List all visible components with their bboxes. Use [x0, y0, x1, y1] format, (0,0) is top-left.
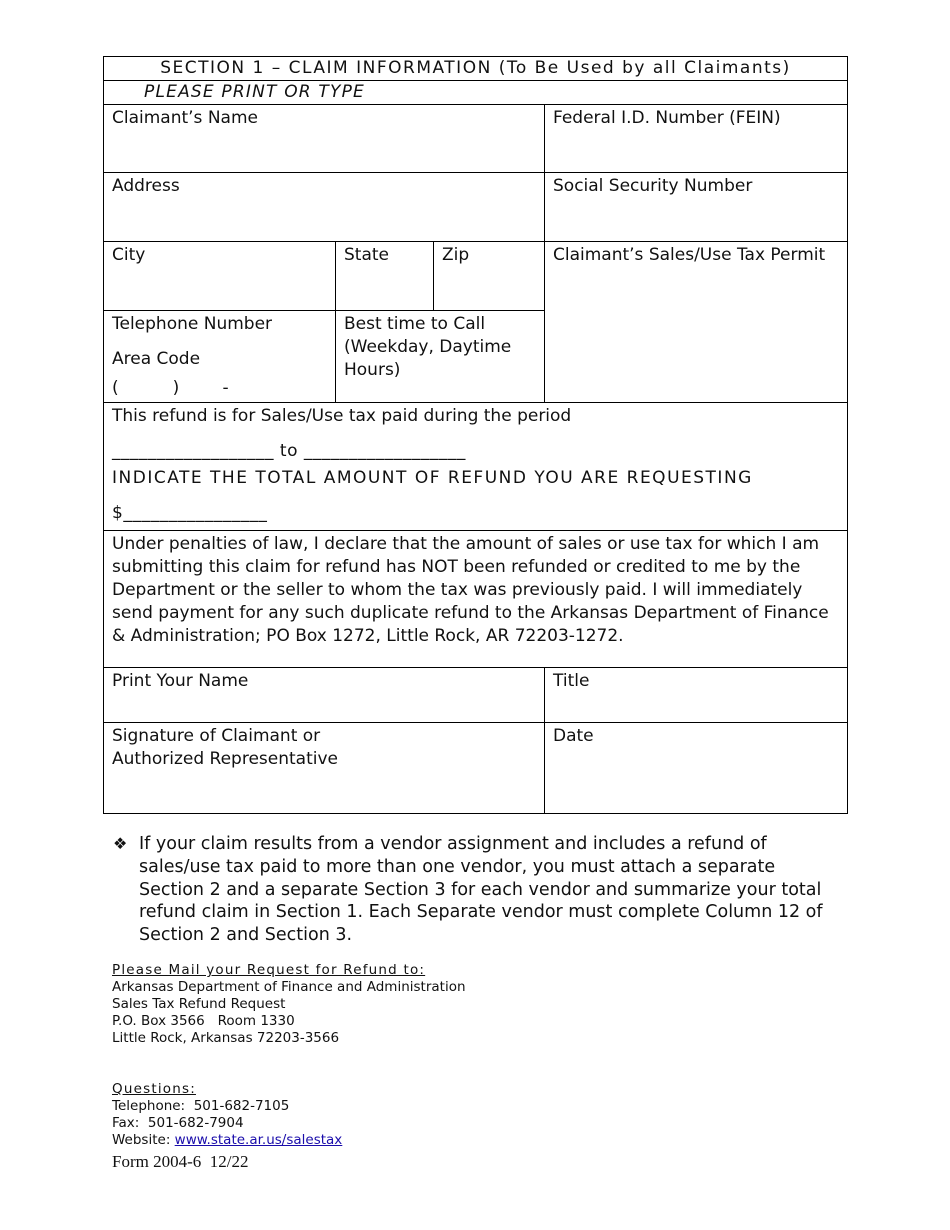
title-label: Title	[553, 671, 590, 691]
note-text: If your claim results from a vendor assignment and includes a refund of sales/use tax paid to more than one vendor, you must attach a separate Section 2 and a separate Section 3 for each vendor and summarize your total refund claim in Section 1. Each Separate vendor must complete Column 12 of Section 2 and Section 3.	[139, 834, 823, 946]
city-field[interactable]	[104, 242, 336, 311]
mailing-line: Arkansas Department of Finance and Administration	[112, 979, 466, 995]
website-contact	[112, 1132, 342, 1149]
claimant-name-label: Claimant’s Name	[112, 108, 258, 128]
zip-label: Zip	[442, 245, 470, 265]
area-code-label: Area Code	[112, 349, 201, 369]
signature-label: Signature of Claimant or Authorized Representative	[112, 726, 338, 769]
address-label: Address	[112, 176, 180, 196]
mailing-line: Sales Tax Refund Request	[112, 996, 286, 1012]
claimant-name-field[interactable]	[104, 105, 545, 173]
state-field[interactable]	[336, 242, 434, 311]
refund-period-field[interactable]	[104, 403, 848, 531]
telephone-contact: Telephone: 501-682-7105	[112, 1098, 290, 1114]
signature-field[interactable]	[104, 723, 545, 814]
amount-line: $________________	[112, 503, 268, 523]
telephone-field[interactable]	[104, 311, 336, 403]
fein-label: Federal I.D. Number (FEIN)	[553, 108, 781, 128]
questions-contact	[112, 1081, 342, 1149]
diamond-bullet-icon: ❖	[113, 834, 128, 853]
fein-field[interactable]	[545, 105, 848, 173]
vendor-assignment-note	[113, 833, 833, 947]
mailing-heading: Please Mail your Request for Refund to:	[112, 962, 426, 978]
mailing-line: Little Rock, Arkansas 72203-3566	[112, 1030, 340, 1046]
print-name-label: Print Your Name	[112, 671, 249, 691]
declaration-text: Under penalties of law, I declare that the amount of sales or use tax for which I am submitting this claim for refund has NOT been refunded or credited to me by the Department or the seller to whom the tax was previously paid. I will immediately send payment for any such duplicate refund to the Arkansas Department of Finance & Administration; PO Box 1272, Little Rock, AR 72203-1272.	[104, 531, 848, 668]
permit-label: Claimant’s Sales/Use Tax Permit	[553, 245, 826, 265]
fax-contact: Fax: 501-682-7904	[112, 1115, 244, 1131]
mailing-address	[112, 962, 466, 1047]
period-line: __________________ to __________________	[112, 441, 466, 461]
title-field[interactable]	[545, 668, 848, 723]
section-title: SECTION 1 – CLAIM INFORMATION (To Be Used by all Claimants)	[104, 57, 848, 81]
total-amount-label: INDICATE THE TOTAL AMOUNT OF REFUND YOU ARE REQUESTING	[112, 468, 753, 488]
zip-field[interactable]	[434, 242, 545, 311]
questions-heading: Questions:	[112, 1081, 196, 1097]
permit-field[interactable]	[545, 242, 848, 403]
date-field[interactable]	[545, 723, 848, 814]
best-time-label: Best time to Call (Weekday, Daytime Hours)	[344, 314, 512, 380]
telephone-label: Telephone Number	[112, 314, 273, 334]
address-field[interactable]	[104, 173, 545, 242]
city-label: City	[112, 245, 146, 265]
ssn-label: Social Security Number	[553, 176, 753, 196]
print-instruction: PLEASE PRINT OR TYPE	[104, 81, 848, 105]
best-time-field[interactable]	[336, 311, 545, 403]
state-label: State	[344, 245, 389, 265]
print-name-field[interactable]	[104, 668, 545, 723]
ssn-field[interactable]	[545, 173, 848, 242]
phone-mask: ( ) -	[112, 378, 229, 398]
claim-information-table	[103, 56, 848, 814]
date-label: Date	[553, 726, 594, 746]
form-number: Form 2004-6 12/22	[112, 1152, 249, 1171]
mailing-line: P.O. Box 3566 Room 1330	[112, 1013, 295, 1029]
website-label: Website:	[112, 1132, 171, 1148]
refund-period-label: This refund is for Sales/Use tax paid during the period	[112, 406, 572, 426]
website-link[interactable]: www.state.ar.us/salestax	[174, 1132, 343, 1148]
